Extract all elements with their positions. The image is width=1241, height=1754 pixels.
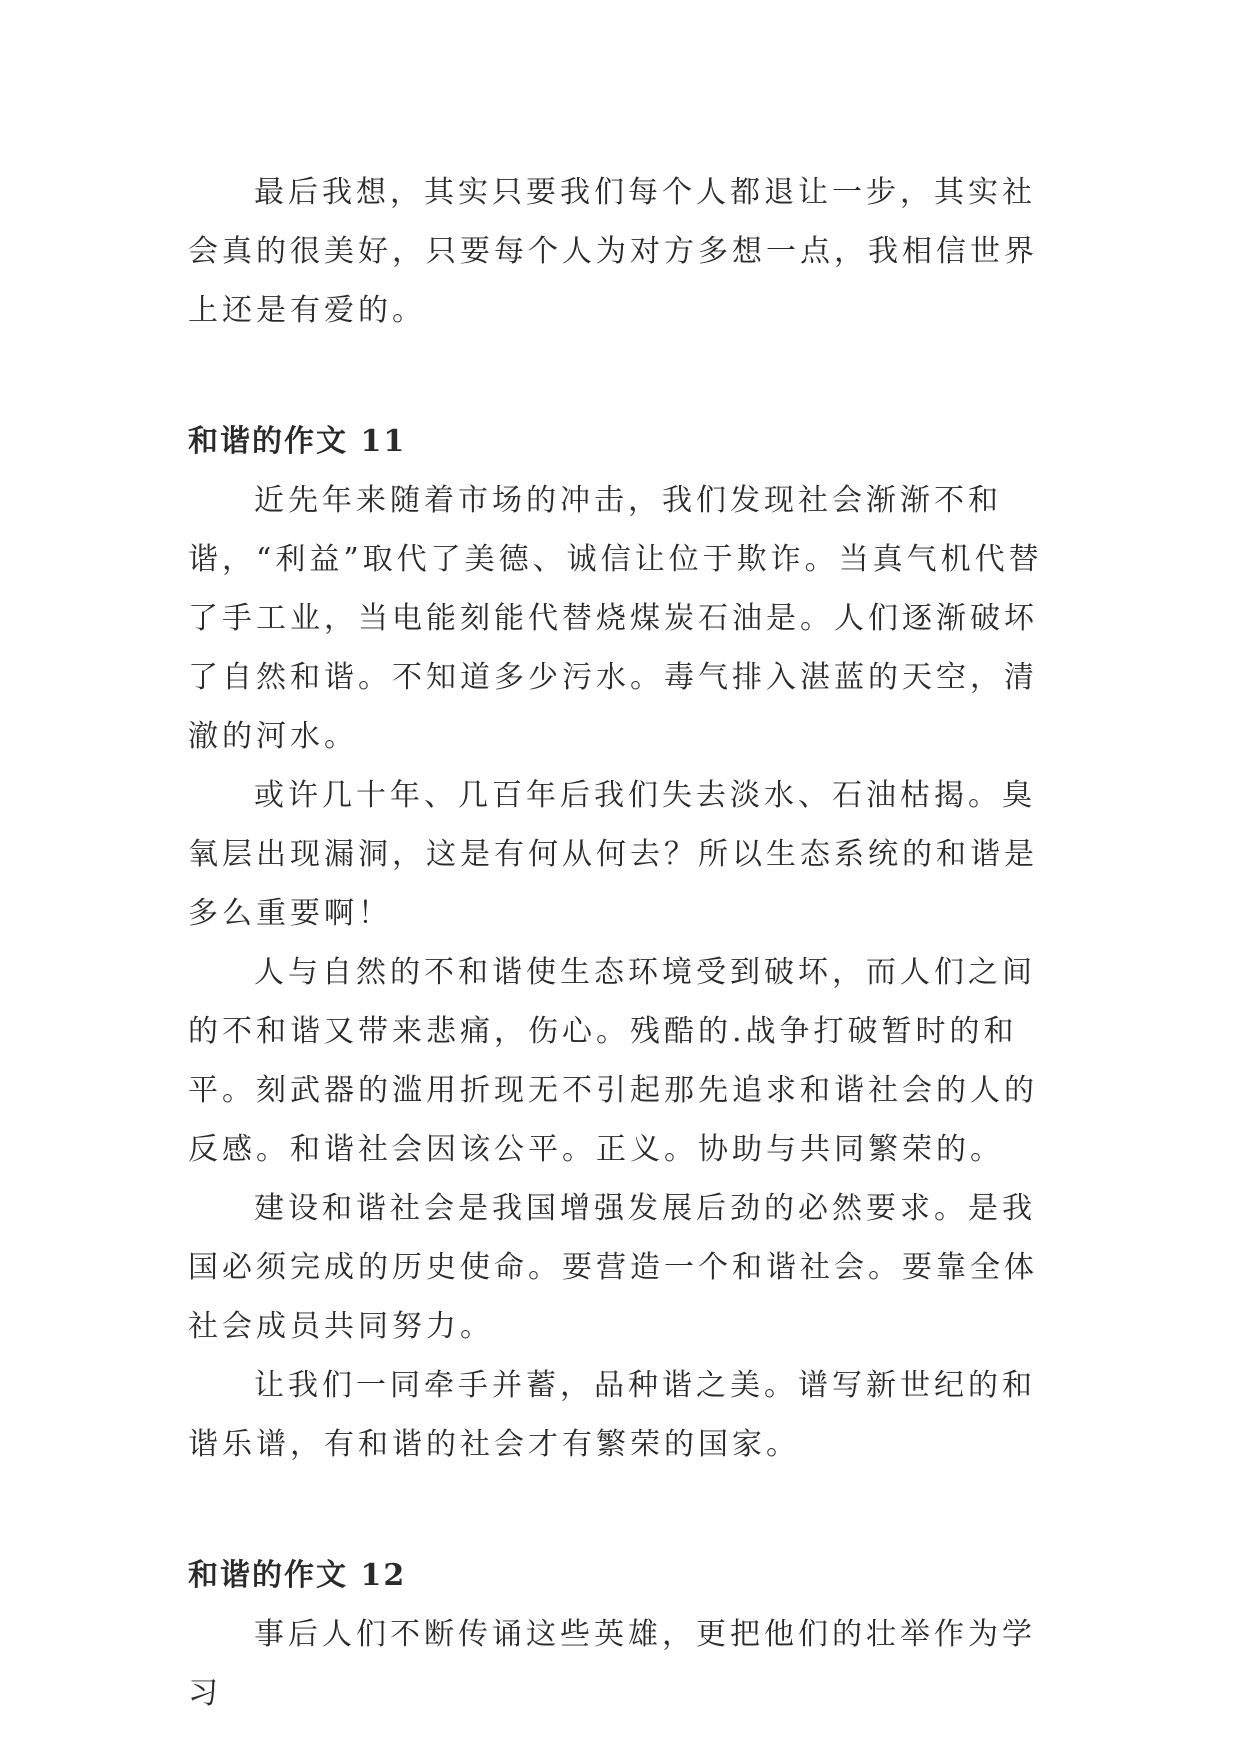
- paragraph-market-impact: 近先年来随着市场的冲击，我们发现社会渐渐不和谐，“利益”取代了美德、诚信让位于欺诈。当真气机代替了手工业，当电能刻能代替烧煤炭石油是。人们逐渐破坏了自然和谐。不知道多少污水。毒气排入湛蓝的天空，清澈的河水。: [188, 483, 1043, 754]
- paragraph-heroes: 事后人们不断传诵这些英雄，更把他们的壮举作为学习: [188, 1617, 1036, 1711]
- paragraph-build-harmony: 建设和谐社会是我国增强发展后劲的必然要求。是我国必须完成的历史使命。要营造一个和谐社会。要靠全体社会成员共同努力。: [188, 1191, 1038, 1344]
- paragraph-human-conflict: 人与自然的不和谐使生态环境受到破坏，而人们之间的不和谐又带来悲痛，伤心。残酷的.战争打破暂时的和平。刻武器的滥用折现无不引起那先追求和谐社会的人的反感。和谐社会因该公平。正义。协助与共同繁荣的。: [188, 955, 1038, 1167]
- paragraph-closing-thoughts: 最后我想，其实只要我们每个人都退让一步，其实社会真的很美好，只要每个人为对方多想一点，我相信世界上还是有爱的。: [188, 175, 1038, 328]
- section-heading-essay-12: 和谐的作文 12: [188, 1558, 407, 1593]
- paragraph-call-to-action: 让我们一同牵手并蓄，品种谐之美。谱写新世纪的和谐乐谱，有和谐的社会才有繁荣的国家。: [188, 1368, 1036, 1462]
- section-heading-essay-11: 和谐的作文 11: [188, 424, 407, 459]
- paragraph-ecology-importance: 或许几十年、几百年后我们失去淡水、石油枯揭。臭氧层出现漏洞，这是有何从何去？所以生态系统的和谐是多么重要啊！: [188, 778, 1038, 931]
- document-body: [188, 163, 1058, 1723]
